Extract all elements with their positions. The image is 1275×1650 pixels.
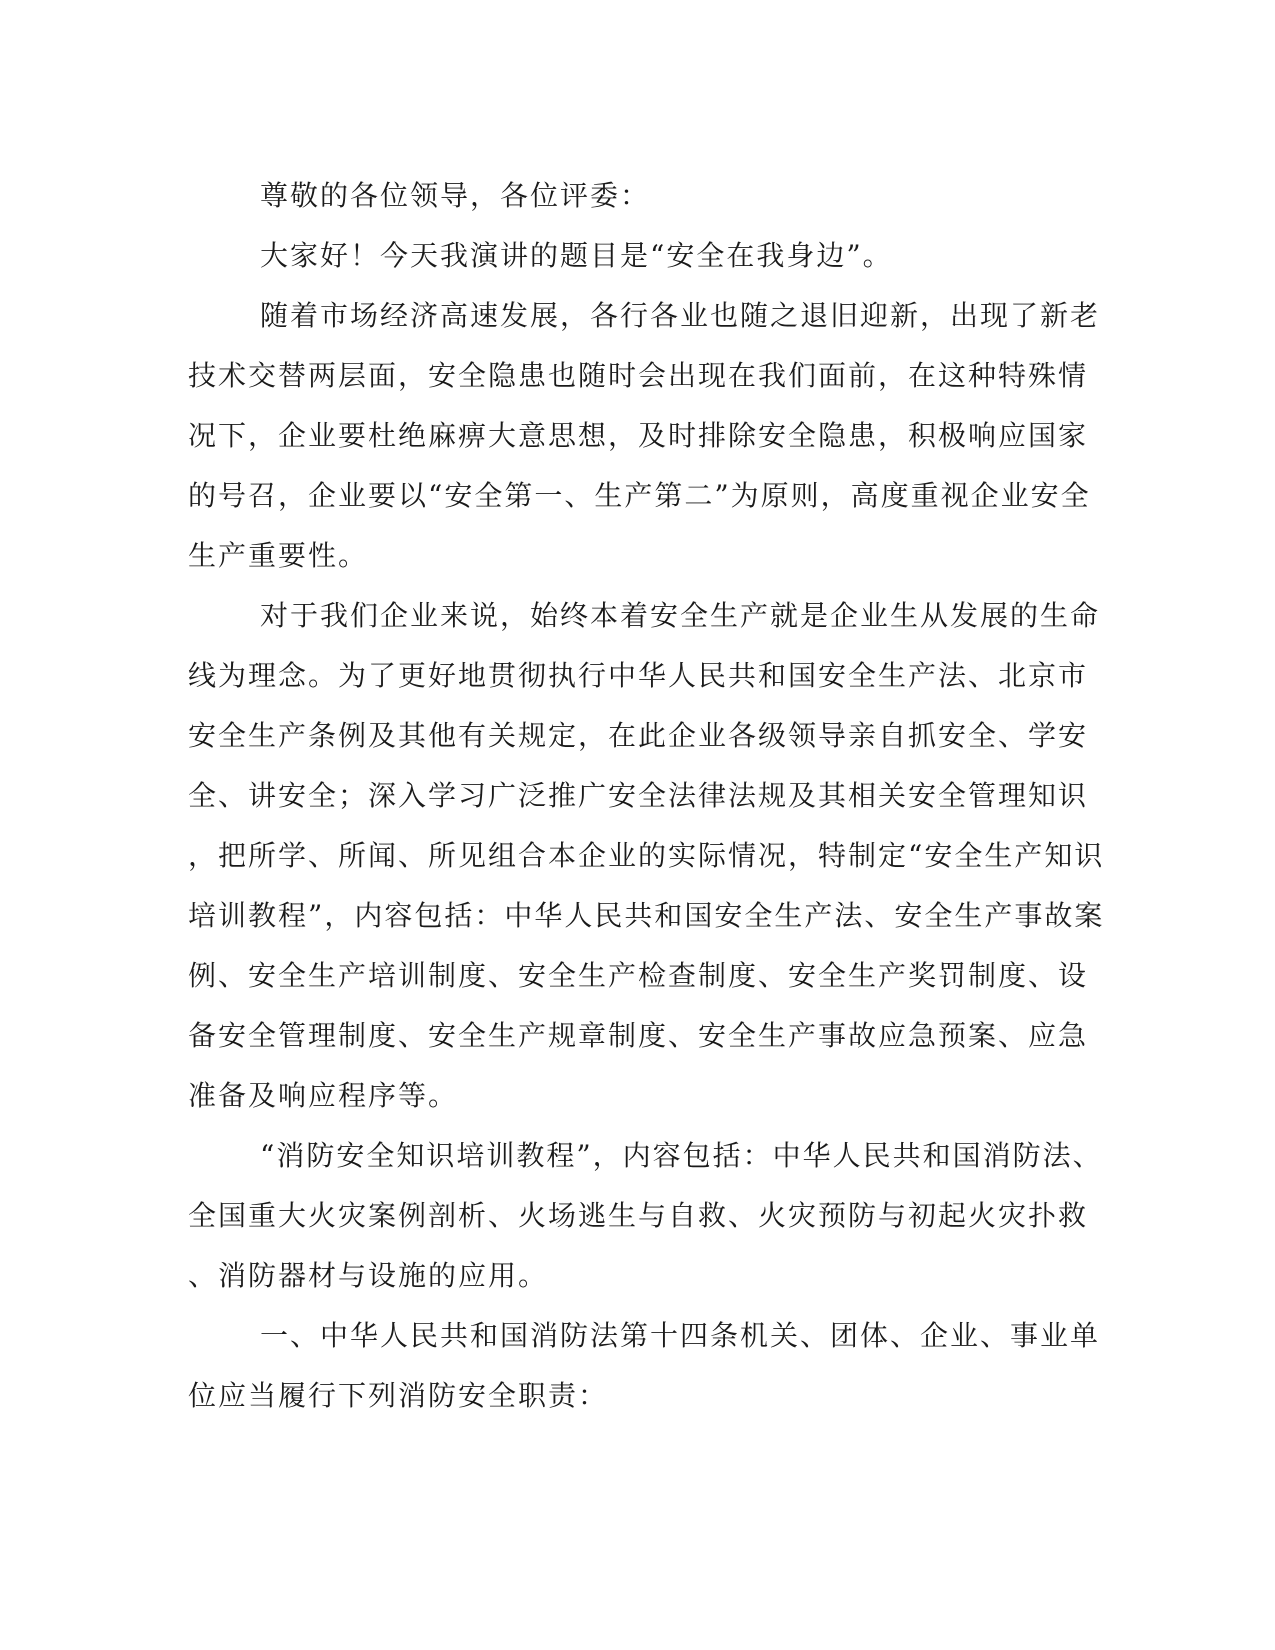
paragraph-3-line-3: 、消防器材与设施的应用。 (188, 1259, 549, 1292)
paragraph-4-line-1: 一、中华人民共和国消防法第十四条机关、团体、企业、事业单 (260, 1319, 1101, 1352)
paragraph-2-line-1: 对于我们企业来说，始终本着安全生产就是企业生从发展的生命 (260, 599, 1101, 632)
paragraph-3-line-2: 全国重大火灾案例剖析、火场逃生与自救、火灾预防与初起火灾扑救 (188, 1199, 1089, 1232)
paragraph-2-line-7: 例、安全生产培训制度、安全生产检查制度、安全生产奖罚制度、设 (188, 959, 1089, 992)
paragraph-2-line-6: 培训教程”，内容包括：中华人民共和国安全生产法、安全生产事故案 (188, 899, 1105, 932)
salutation-line: 尊敬的各位领导，各位评委： (260, 179, 651, 212)
paragraph-2-line-4: 全、讲安全；深入学习广泛推广安全法律法规及其相关安全管理知识 (188, 779, 1089, 812)
paragraph-2-line-2: 线为理念。为了更好地贯彻执行中华人民共和国安全生产法、北京市 (188, 659, 1089, 692)
greeting-line: 大家好！今天我演讲的题目是“安全在我身边”。 (260, 239, 893, 272)
document-body (188, 166, 1105, 1426)
paragraph-1-line-1: 随着市场经济高速发展，各行各业也随之退旧迎新，出现了新老 (260, 299, 1101, 332)
paragraph-2-line-9: 准备及响应程序等。 (188, 1079, 459, 1112)
paragraph-3-line-1: “消防安全知识培训教程”，内容包括：中华人民共和国消防法、 (260, 1139, 1103, 1172)
paragraph-1-line-5: 生产重要性。 (188, 539, 369, 572)
paragraph-2-line-8: 备安全管理制度、安全生产规章制度、安全生产事故应急预案、应急 (188, 1019, 1089, 1052)
paragraph-1-line-2: 技术交替两层面，安全隐患也随时会出现在我们面前，在这种特殊情 (188, 359, 1089, 392)
paragraph-2-line-3: 安全生产条例及其他有关规定，在此企业各级领导亲自抓安全、学安 (188, 719, 1089, 752)
paragraph-1-line-4: 的号召，企业要以“安全第一、生产第二”为原则，高度重视企业安全 (188, 479, 1091, 512)
paragraph-1-line-3: 况下，企业要杜绝麻痹大意思想，及时排除安全隐患，积极响应国家 (188, 419, 1089, 452)
paragraph-2-line-5: ，把所学、所闻、所见组合本企业的实际情况，特制定“安全生产知识 (188, 839, 1105, 872)
paragraph-4-line-2: 位应当履行下列消防安全职责： (188, 1379, 609, 1412)
